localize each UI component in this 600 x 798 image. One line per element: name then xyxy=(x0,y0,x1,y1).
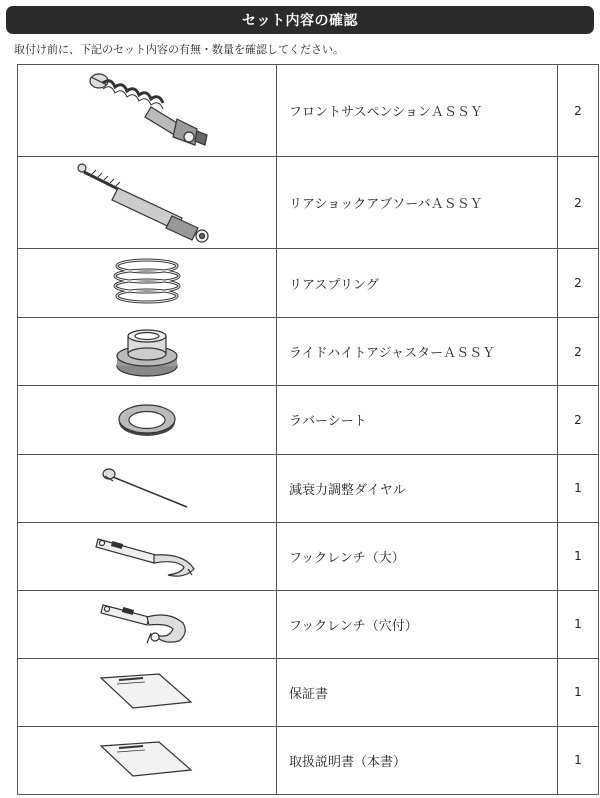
item-qty: 2 xyxy=(558,65,599,157)
item-name: リアショックアブソーバＡＳＳＹ xyxy=(277,157,558,249)
table-row xyxy=(18,157,599,249)
front-suspension-icon xyxy=(77,67,217,155)
item-name: 保証書 xyxy=(277,658,558,726)
warranty-document-icon xyxy=(99,672,195,712)
item-qty: 2 xyxy=(558,318,599,386)
table-row xyxy=(18,65,599,157)
rear-spring-icon xyxy=(107,258,187,308)
item-name: 取扱説明書（本書） xyxy=(277,726,558,794)
item-name: ラバーシート xyxy=(277,386,558,454)
item-qty: 2 xyxy=(558,249,599,318)
page-title: セット内容の確認 xyxy=(242,13,358,29)
item-name: 減衰力調整ダイヤル xyxy=(277,454,558,522)
item-name: ライドハイトアジャスターＡＳＳＹ xyxy=(277,318,558,386)
rear-shock-absorber-icon xyxy=(72,160,222,246)
table-row xyxy=(18,658,599,726)
item-qty: 1 xyxy=(558,522,599,590)
table-row xyxy=(18,590,599,658)
item-qty: 2 xyxy=(558,386,599,454)
table-row xyxy=(18,726,599,794)
title-bar xyxy=(6,6,594,34)
table-row xyxy=(18,318,599,386)
item-qty: 1 xyxy=(558,590,599,658)
parts-table xyxy=(17,64,599,795)
item-name: フックレンチ（穴付） xyxy=(277,590,558,658)
item-qty: 1 xyxy=(558,454,599,522)
table-row xyxy=(18,386,599,454)
item-qty: 2 xyxy=(558,157,599,249)
item-qty: 1 xyxy=(558,658,599,726)
table-row xyxy=(18,454,599,522)
rubber-seat-icon xyxy=(115,400,179,440)
item-name: フックレンチ（大） xyxy=(277,522,558,590)
hook-wrench-large-icon xyxy=(92,533,202,579)
ride-height-adjuster-icon xyxy=(112,324,182,380)
item-qty: 1 xyxy=(558,726,599,794)
table-row xyxy=(18,249,599,318)
table-row xyxy=(18,522,599,590)
damping-dial-icon xyxy=(99,465,195,511)
manual-document-icon xyxy=(99,740,195,780)
hook-wrench-hole-icon xyxy=(99,599,195,649)
intro-text: 取付け前に、下記のセット内容の有無・数量を確認してください。 xyxy=(14,43,344,56)
item-name: リアスプリング xyxy=(277,249,558,318)
item-name: フロントサスペンションＡＳＳＹ xyxy=(277,65,558,157)
